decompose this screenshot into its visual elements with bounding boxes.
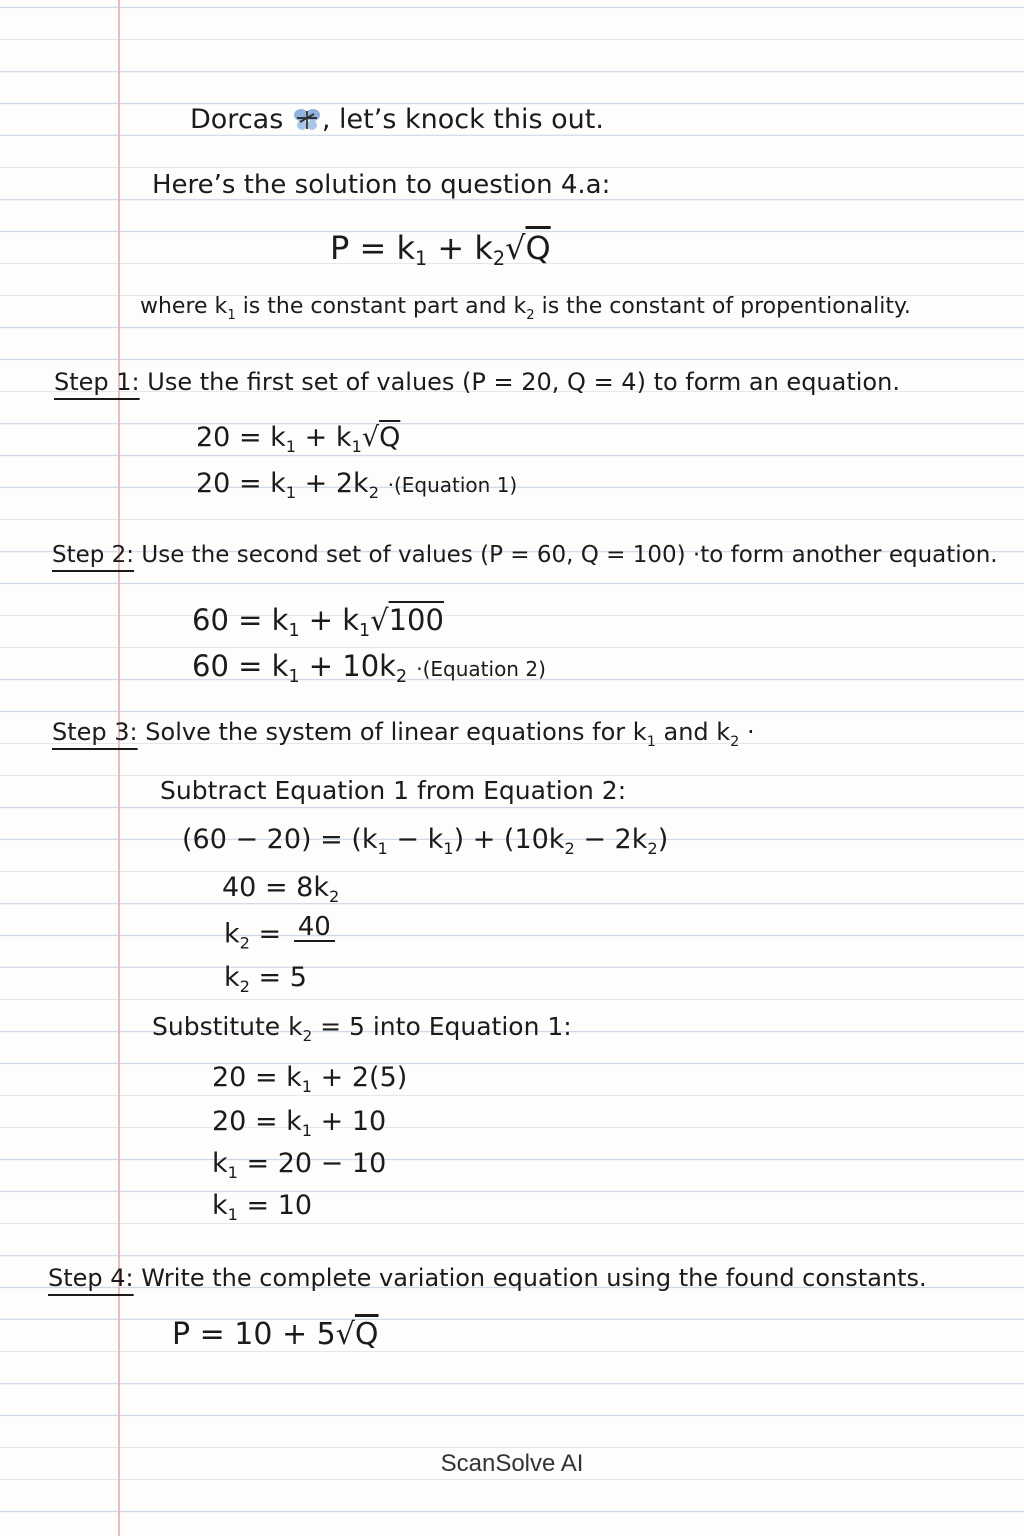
step1-eq1 — [196, 424, 400, 455]
subscript: 1 — [301, 1121, 313, 1140]
sqrt-sign: √ — [335, 1317, 355, 1352]
fraction — [294, 914, 335, 956]
where-text: is the constant part and k — [235, 294, 527, 319]
subscript: 2 — [395, 667, 408, 687]
subscript: 2 — [239, 933, 250, 953]
eq-part: k — [212, 1190, 228, 1221]
subscript: 1 — [359, 621, 371, 641]
step3-line6 — [212, 1108, 386, 1139]
step3-label: Step 3: — [52, 718, 138, 746]
formula-part: P = k — [330, 229, 415, 267]
subscript: 1 — [646, 734, 656, 750]
intro-line: Here’s the solution to question 4.a: — [152, 170, 611, 200]
eq-part: 60 = k — [192, 603, 289, 637]
equation-tag: ·(Equation 1) — [387, 473, 518, 497]
equation-tag: ·(Equation 2) — [416, 657, 546, 681]
eq-part: + k — [296, 422, 352, 453]
step3-line5 — [212, 1064, 407, 1095]
sqrt-sign: √ — [505, 229, 526, 267]
subscript: 1 — [414, 247, 428, 270]
subscript: 1 — [227, 308, 236, 323]
step4-label: Step 4: — [48, 1264, 134, 1292]
eq-part: 60 = k — [192, 649, 289, 683]
eq-part: = — [249, 918, 290, 950]
subscript: 2 — [492, 247, 506, 270]
subscript: 1 — [227, 1205, 238, 1224]
eq-part: = 5 — [249, 962, 307, 993]
formula-part: + k — [427, 229, 493, 267]
step3-line2 — [222, 874, 339, 905]
radicand: Q — [379, 422, 401, 453]
footer-brand: ScanSolve AI — [440, 1450, 584, 1477]
eq-part: 20 = k — [196, 422, 286, 453]
eq-part: k — [224, 962, 240, 993]
substitute-line — [152, 1014, 572, 1044]
eq-part: + 10k — [299, 649, 396, 683]
step3-text: Solve the system of linear equations for k — [145, 718, 647, 746]
subscript: 1 — [301, 1077, 313, 1096]
subscript: 2 — [526, 308, 535, 323]
subscript: 1 — [288, 621, 300, 641]
where-line — [140, 296, 911, 322]
eq-part: + k — [299, 603, 360, 637]
eq-part: (60 − 20) = (k — [182, 824, 378, 855]
eq-part: ) + (10k — [453, 824, 565, 855]
eq-part: = 5 into Equation 1: — [312, 1012, 572, 1041]
radicand: 100 — [388, 603, 444, 637]
radicand: Q — [354, 1317, 379, 1352]
step2-heading — [52, 544, 998, 567]
eq-part: P = 10 + 5 — [172, 1317, 336, 1352]
eq-part: + 10 — [312, 1106, 387, 1137]
main-formula — [330, 229, 551, 270]
step4-text: Write the complete variation equation using the found constants. — [141, 1264, 927, 1292]
subscript: 2 — [368, 483, 380, 502]
eq-part: + 2k — [296, 468, 369, 499]
eq-part: ) — [657, 824, 669, 855]
subtract-line: Subtract Equation 1 from Equation 2: — [160, 776, 627, 805]
subscript: 2 — [730, 734, 740, 750]
eq-part: 20 = k — [196, 468, 286, 499]
eq-part: Substitute k — [152, 1012, 303, 1041]
subscript: 1 — [227, 1163, 238, 1182]
step2-label: Step 2: — [52, 542, 135, 568]
subscript: 2 — [564, 839, 575, 858]
step3-text: and k — [655, 718, 731, 746]
margin-line — [118, 0, 120, 1536]
eq-part: − k — [387, 824, 444, 855]
greeting — [190, 106, 604, 133]
subscript: 1 — [285, 483, 297, 502]
numerator: 40 — [294, 914, 335, 942]
subscript: 2 — [328, 887, 340, 906]
greeting-name: Dorcas — [190, 104, 284, 135]
where-text: is the constant of propentionality. — [534, 294, 911, 319]
subscript: 1 — [285, 437, 297, 456]
step1-eq2 — [196, 470, 517, 501]
greeting-text: , let’s knock this out. — [321, 104, 604, 135]
step1-text: Use the first set of values (P = 20, Q = 4) to form an equation. — [147, 368, 900, 396]
step3-line1 — [182, 826, 668, 857]
sqrt-sign: √ — [361, 422, 380, 453]
eq-part: 20 = k — [212, 1106, 302, 1137]
subscript: 2 — [302, 1027, 313, 1045]
eq-part: + 2(5) — [312, 1062, 408, 1093]
subscript: 2 — [239, 977, 250, 996]
sqrt-sign: √ — [370, 603, 389, 637]
step3-text: · — [739, 718, 755, 746]
final-equation — [172, 1317, 379, 1352]
step4-heading — [48, 1266, 927, 1290]
subscript: 2 — [647, 839, 658, 858]
step3-heading — [52, 720, 755, 749]
eq-part: = 10 — [237, 1190, 313, 1221]
subscript: 1 — [351, 437, 362, 456]
step1-heading — [54, 370, 900, 394]
step3-line7 — [212, 1150, 386, 1181]
step3-line4 — [224, 964, 307, 995]
step3-line8 — [212, 1192, 312, 1223]
where-text: where k — [140, 294, 228, 319]
subscript: 1 — [288, 667, 300, 687]
eq-part: 20 = k — [212, 1062, 302, 1093]
step1-label: Step 1: — [54, 368, 140, 396]
step3-line3 — [224, 914, 335, 956]
eq-part: k — [212, 1148, 228, 1179]
step2-eq1 — [192, 603, 444, 641]
eq-part: = 20 − 10 — [237, 1148, 387, 1179]
step2-eq2 — [192, 649, 546, 687]
step2-text: Use the second set of values (P = 60, Q = 100) ·to form another equation. — [141, 542, 998, 568]
radicand: Q — [525, 229, 551, 267]
butterfly-icon — [292, 106, 322, 132]
eq-part: 40 = 8k — [222, 872, 329, 903]
eq-part: − 2k — [574, 824, 648, 855]
subscript: 1 — [443, 839, 454, 858]
subscript: 1 — [377, 839, 388, 858]
eq-part: k — [224, 918, 240, 950]
denominator — [294, 942, 335, 956]
